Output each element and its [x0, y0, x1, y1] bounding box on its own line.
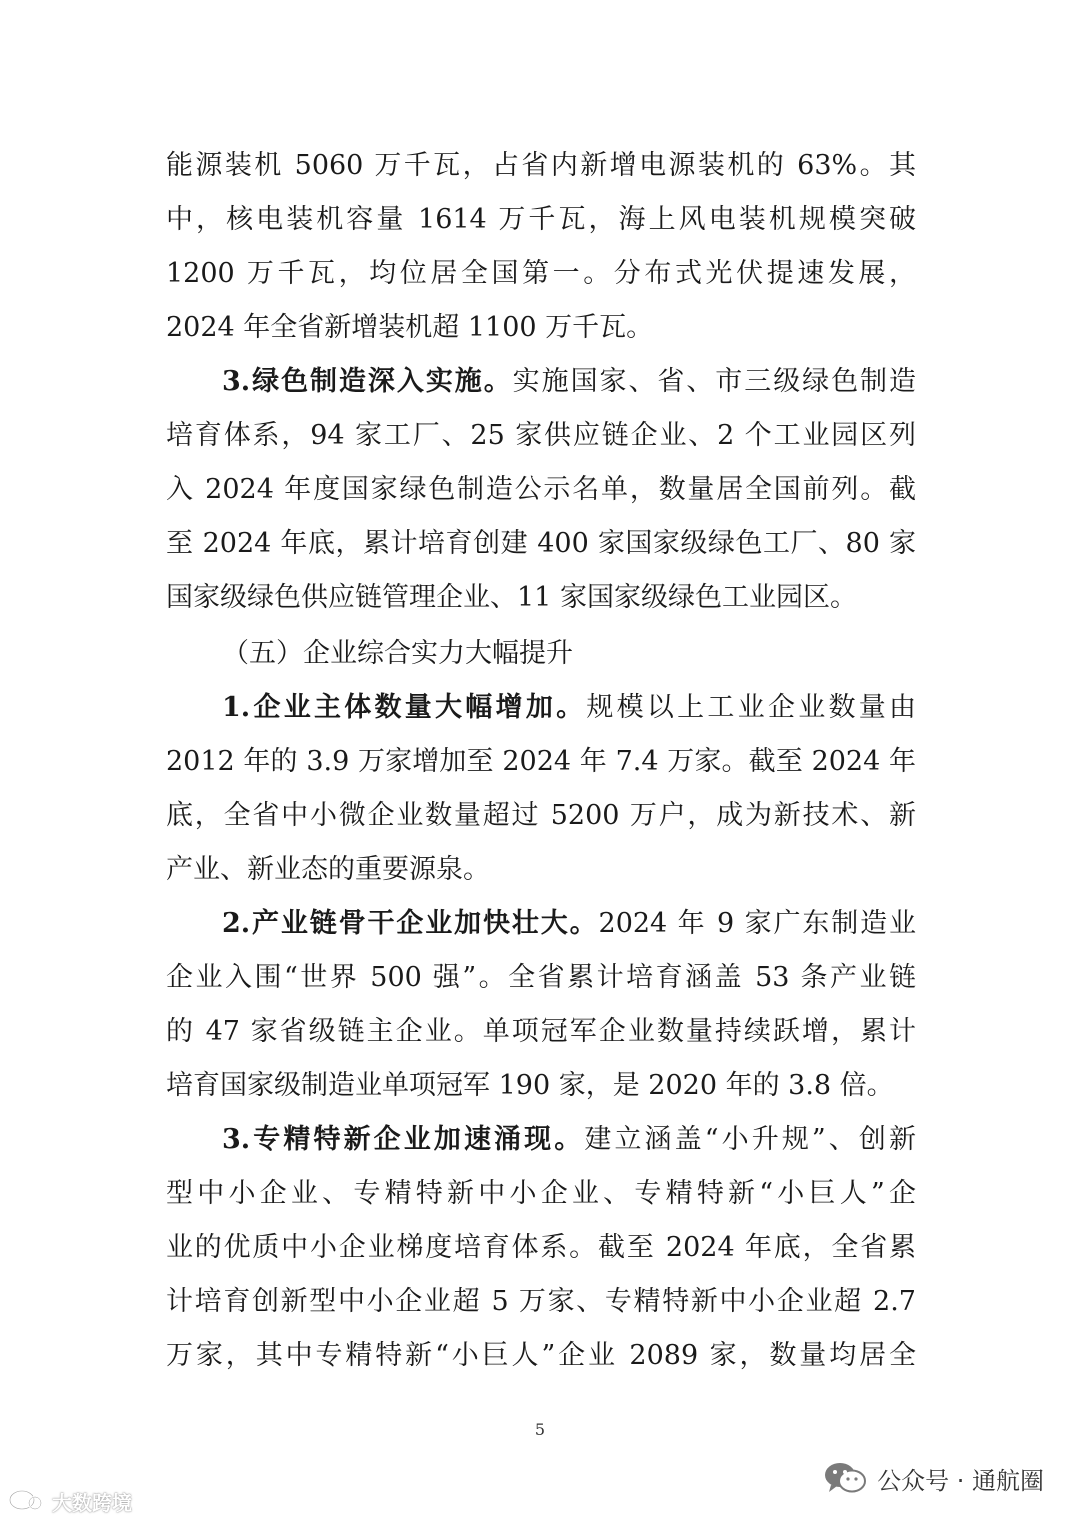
item-lead-line [222, 1122, 916, 1158]
item-title: 3.专精特新企业加速涌现。 [222, 1124, 585, 1155]
paragraph-line: 业的优质中小企业梯度培育体系。截至 2024 年底，全省累 [166, 1232, 916, 1263]
paragraph-line: 1200 万千瓦，均位居全国第一。分布式光伏提速发展， [166, 258, 916, 289]
watermark-right [823, 1458, 1044, 1498]
paragraph-line: 的 47 家省级链主企业。单项冠军企业数量持续跃增，累计 [166, 1016, 916, 1047]
paragraph-line: 培育体系，94 家工厂、25 家供应链企业、2 个工业园区列 [166, 420, 916, 451]
paragraph-line: 2012 年的 3.9 万家增加至 2024 年 7.4 万家。截至 2024 年 [166, 746, 916, 777]
paragraph-line: 企业入围“世界 500 强”。全省累计培育涵盖 53 条产业链 [166, 962, 916, 993]
paragraph-line: 型中小企业、专精特新中小企业、专精特新“小巨人”企 [166, 1178, 916, 1209]
watermark-right-text: 公众号 · 通航圈 [877, 1466, 1044, 1495]
watermark-left-text: 大数跨境 [52, 1490, 132, 1515]
paragraph-line: 计培育创新型中小企业超 5 万家、专精特新中小企业超 2.7 [166, 1286, 916, 1317]
wechat-icon [823, 1460, 867, 1496]
page-number: 5 [534, 1420, 546, 1439]
paragraph-line: 能源装机 5060 万千瓦，占省内新增电源装机的 63%。其 [166, 150, 916, 181]
section-heading: （五）企业综合实力大幅提升 [222, 638, 573, 669]
chat-bubble-logo-icon [8, 1488, 46, 1514]
paragraph-line: 至 2024 年底，累计培育创建 400 家国家级绿色工厂、80 家 [166, 528, 916, 559]
paragraph-line: 底，全省中小微企业数量超过 5200 万户，成为新技术、新 [166, 800, 916, 831]
item-title: 2.产业链骨干企业加快壮大。 [222, 908, 599, 939]
item-text: 实施国家、省、市三级绿色制造 [512, 366, 917, 397]
paragraph-line: 入 2024 年度国家绿色制造公示名单，数量居全国前列。截 [166, 474, 916, 505]
item-lead-line [222, 906, 916, 942]
paragraph-line: 中，核电装机容量 1614 万千瓦，海上风电装机规模突破 [166, 204, 916, 235]
paragraph-line: 2024 年全省新增装机超 1100 万千瓦。 [166, 312, 654, 343]
paragraph-line: 万家，其中专精特新“小巨人”企业 2089 家，数量均居全 [166, 1340, 916, 1371]
watermark-left [8, 1486, 132, 1516]
paragraph-line: 国家级绿色供应链管理企业、11 家国家级绿色工业园区。 [166, 582, 857, 613]
item-text: 建立涵盖“小升规”、创新 [584, 1124, 917, 1155]
item-lead-line [222, 364, 916, 400]
item-title: 3.绿色制造深入实施。 [222, 366, 513, 397]
item-title: 1.企业主体数量大幅增加。 [222, 692, 587, 723]
paragraph-line: 产业、新业态的重要源泉。 [166, 854, 490, 885]
item-text: 2024 年 9 家广东制造业 [598, 908, 916, 939]
item-text: 规模以上工业企业数量由 [586, 692, 917, 723]
paragraph-line: 培育国家级制造业单项冠军 190 家，是 2020 年的 3.8 倍。 [166, 1070, 894, 1101]
item-lead-line [222, 690, 916, 726]
